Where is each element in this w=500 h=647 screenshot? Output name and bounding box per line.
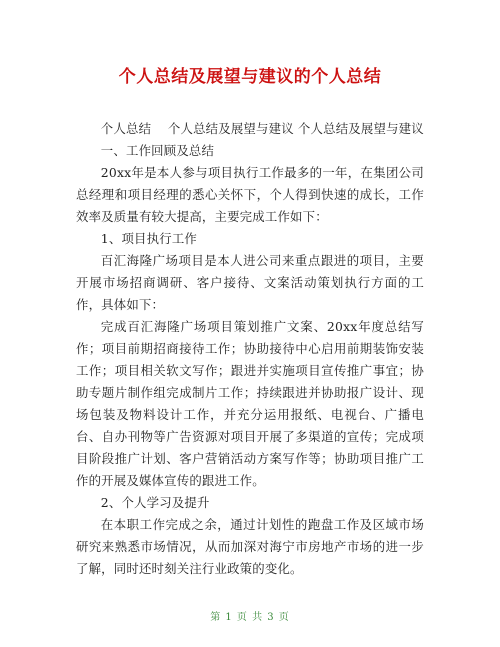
paragraph-personal-learning: 在本职工作完成之余，通过计划性的跑盘工作及区域市场研究来熟悉市场情况，从而加深对海宁市房地产市场的进一步了解，同时还时刻关注行业政策的变化。 — [76, 517, 424, 576]
document-title: 个人总结及展望与建议的个人总结 — [118, 67, 382, 87]
paragraph-intro: 20xx年是本人参与项目执行工作最多的一年，在集团公司总经理和项目经理的悉心关怀下，个人得到快速的成长，工作效率及质量有较大提高，主要完成工作如下： — [76, 165, 424, 224]
subsection-heading-personal-learning: 2、个人学习及提升 — [100, 495, 210, 510]
page-footer: 第 1 页 共 3 页 — [210, 612, 290, 623]
subsection-heading-project-execution: 1、项目执行工作 — [100, 231, 198, 246]
document-body — [76, 118, 424, 580]
paragraph-project-overview: 百汇海隆广场项目是本人进公司来重点跟进的项目，主要开展市场招商调研、客户接待、文案活动策划执行方面的工作，具体如下： — [76, 253, 424, 312]
paragraph-heading-line: 个人总结 个人总结及展望与建议 个人总结及展望与建议 — [100, 121, 424, 136]
paragraph-project-details: 完成百汇海隆广场项目策划推广文案、20xx年度总结写作；项目前期招商接待工作；协助接待中心启用前期装饰安装工作；项目相关软文写作；跟进并实施项目宣传推广事宜；协助专题片制作组完成制片工作；持续跟进并协助报广设计、现场包装及物料设计工作，并充分运用报纸、电视台、广播电台、自办刊物等广告资源对项目开展了多渠道的宣传；完成项目阶段推广计划、客户营销活动方案写作等；协助项目推广工作的开展及媒体宣传的跟进工作。 — [76, 319, 424, 488]
section-heading-work-review: 一、工作回顾及总结 — [100, 143, 215, 158]
